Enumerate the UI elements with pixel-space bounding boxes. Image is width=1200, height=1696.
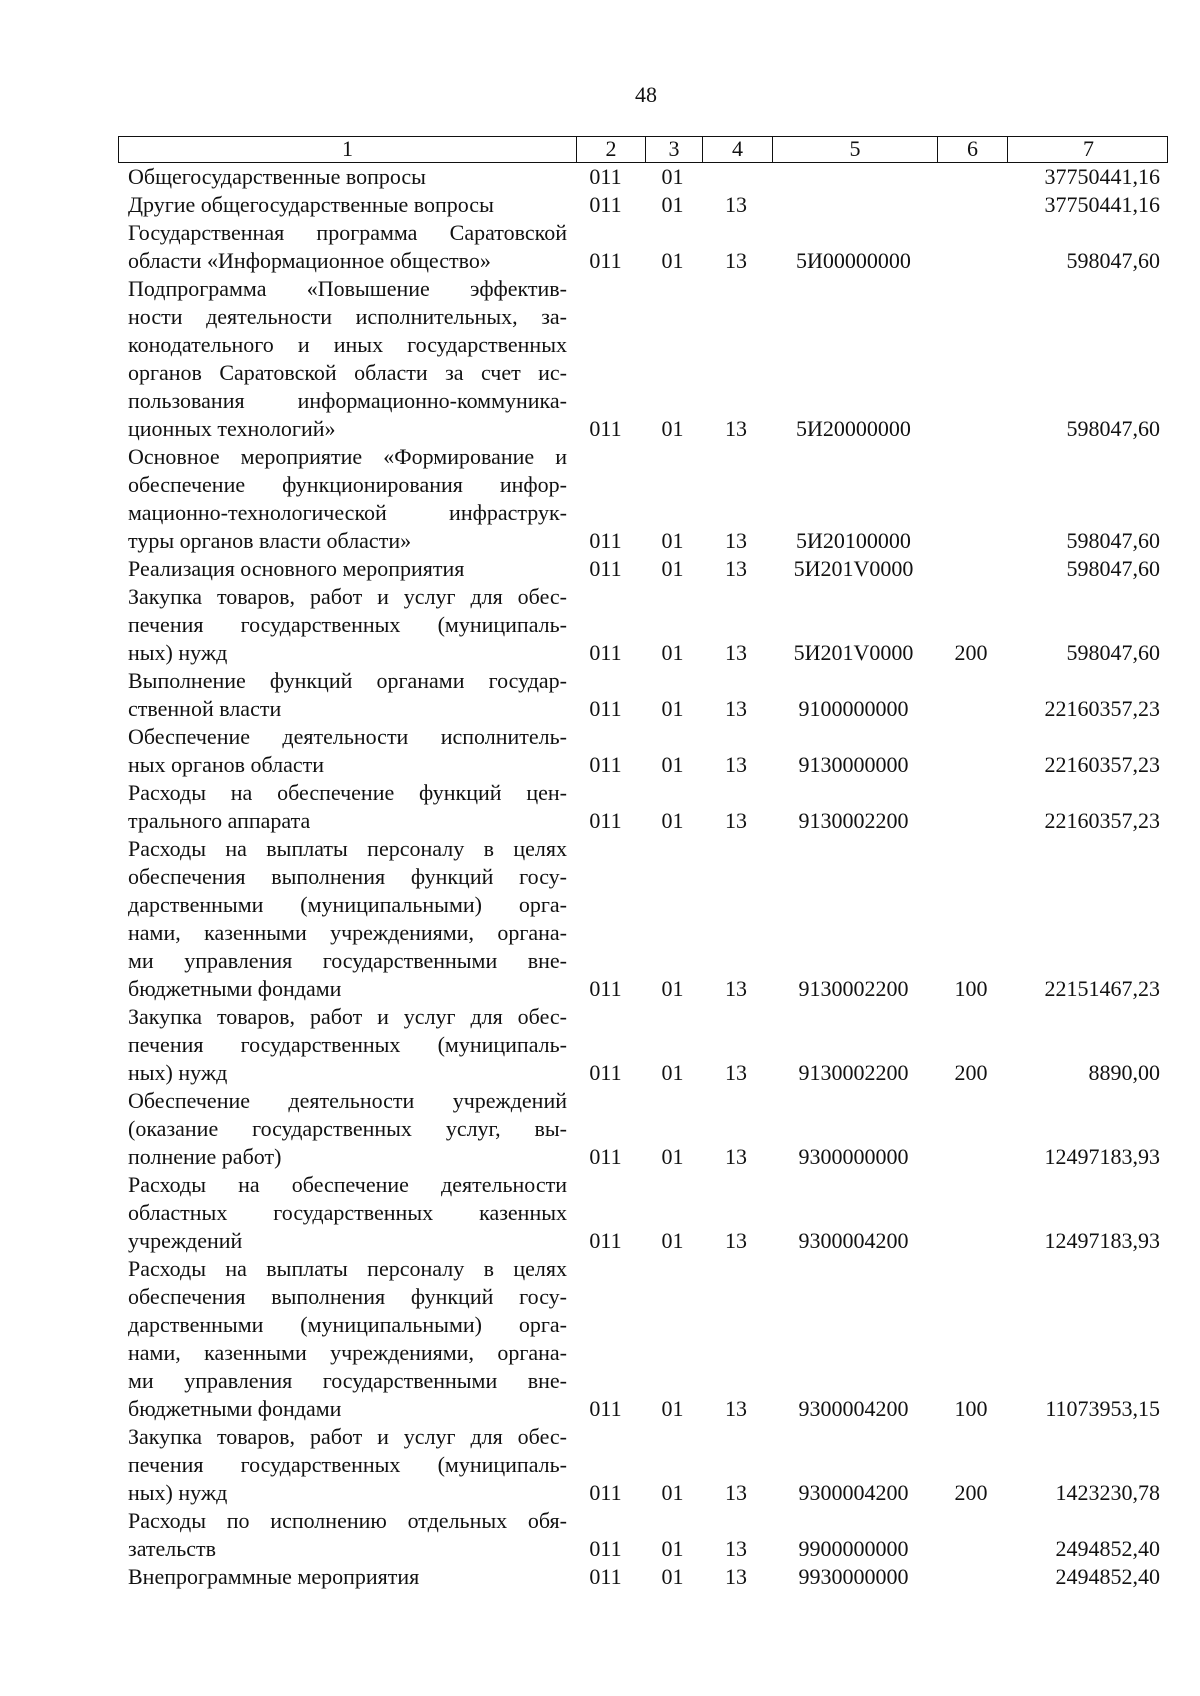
row-name-line: Основное мероприятие «Формирование и xyxy=(128,444,567,469)
row-gr-code: 011 xyxy=(589,1564,622,1589)
row-vr-code: 200 xyxy=(954,1060,988,1085)
table-row xyxy=(118,443,1168,555)
row-sum: 37750441,16 xyxy=(1044,192,1160,217)
row-gr-code: 011 xyxy=(589,1536,622,1561)
row-pr-code: 13 xyxy=(725,808,747,833)
row-csr-code: 5И201V0000 xyxy=(793,556,914,581)
row-name xyxy=(118,583,567,667)
row-pr-code: 13 xyxy=(725,1228,747,1253)
row-name-line: нами, казенными учреждениями, органа- xyxy=(128,920,567,945)
row-name-line: полнение работ) xyxy=(128,1144,282,1169)
row-csr-code: 5И00000000 xyxy=(796,248,911,273)
row-rz-code: 01 xyxy=(661,1144,684,1169)
row-name-line: Расходы на обеспечение деятельности xyxy=(128,1172,567,1197)
row-name-line: Расходы на выплаты персоналу в целях xyxy=(128,836,567,861)
row-gr-code: 011 xyxy=(589,696,622,721)
row-name xyxy=(118,835,567,1003)
row-name-line: печения государственных (муниципаль- xyxy=(128,1452,567,1477)
row-name xyxy=(118,555,567,583)
row-name-line: Общегосударственные вопросы xyxy=(128,164,426,189)
row-name-line: нами, казенными учреждениями, органа- xyxy=(128,1340,567,1365)
row-gr-code: 011 xyxy=(589,416,622,441)
row-name-line: обеспечения выполнения функций госу- xyxy=(128,864,567,889)
row-name-line: Внепрограммные мероприятия xyxy=(128,1564,420,1589)
row-gr-code: 011 xyxy=(589,192,622,217)
table-row xyxy=(118,583,1168,667)
row-name xyxy=(118,163,567,191)
row-name-line: Обеспечение деятельности учреждений xyxy=(128,1088,567,1113)
row-pr-code: 13 xyxy=(725,556,747,581)
table-row xyxy=(118,1087,1168,1171)
row-rz-code: 01 xyxy=(661,192,684,217)
column-header-3: 3 xyxy=(645,137,702,162)
row-sum: 22160357,23 xyxy=(1044,752,1160,777)
row-vr-code: 200 xyxy=(954,640,988,665)
column-header-5: 5 xyxy=(772,137,937,162)
table-row xyxy=(118,555,1168,583)
row-sum: 22160357,23 xyxy=(1044,696,1160,721)
column-header-4: 4 xyxy=(702,137,772,162)
row-rz-code: 01 xyxy=(661,1060,684,1085)
row-rz-code: 01 xyxy=(661,1396,684,1421)
row-name-line: Государственная программа Саратовской xyxy=(128,220,567,245)
row-name xyxy=(118,191,567,219)
row-name xyxy=(118,275,567,443)
row-sum: 598047,60 xyxy=(1066,416,1160,441)
row-name xyxy=(118,1423,567,1507)
column-header-1: 1 xyxy=(342,136,353,161)
row-name-line: органов Саратовской области за счет ис- xyxy=(128,360,567,385)
row-name-line: трального аппарата xyxy=(128,808,311,833)
row-vr-code: 100 xyxy=(954,976,988,1001)
row-name-line: конодательного и иных государственных xyxy=(128,332,567,357)
row-gr-code: 011 xyxy=(589,640,622,665)
row-csr-code: 9300000000 xyxy=(798,1144,909,1169)
row-name-line: Другие общегосударственные вопросы xyxy=(128,192,494,217)
column-header-6: 6 xyxy=(937,137,1007,162)
row-name-line: области «Информационное общество» xyxy=(128,248,491,273)
row-gr-code: 011 xyxy=(589,1480,622,1505)
table-row xyxy=(118,163,1168,191)
row-sum: 598047,60 xyxy=(1066,556,1160,581)
row-name xyxy=(118,667,567,723)
row-gr-code: 011 xyxy=(589,752,622,777)
row-pr-code: 13 xyxy=(725,416,747,441)
row-name-line: (оказание государственных услуг, вы- xyxy=(128,1116,567,1141)
row-name-line: областных государственных казенных xyxy=(128,1200,567,1225)
row-name-line: Закупка товаров, работ и услуг для обес- xyxy=(128,1004,567,1029)
row-name-line: ности деятельности исполнительных, за- xyxy=(128,304,567,329)
table-row xyxy=(118,1255,1168,1423)
row-name-line: Закупка товаров, работ и услуг для обес- xyxy=(128,584,567,609)
row-gr-code: 011 xyxy=(589,808,622,833)
row-name-line: зательств xyxy=(128,1536,217,1561)
row-name-line: Обеспечение деятельности исполнитель- xyxy=(128,724,567,749)
row-csr-code: 9100000000 xyxy=(798,696,909,721)
row-sum: 2494852,40 xyxy=(1055,1536,1160,1561)
row-name-line: обеспечение функционирования инфор- xyxy=(128,472,567,497)
row-csr-code: 9300004200 xyxy=(798,1228,909,1253)
row-pr-code: 13 xyxy=(725,696,747,721)
row-sum: 2494852,40 xyxy=(1055,1564,1160,1589)
row-pr-code: 13 xyxy=(725,976,747,1001)
row-name xyxy=(118,1563,567,1591)
row-name-line: печения государственных (муниципаль- xyxy=(128,612,567,637)
row-rz-code: 01 xyxy=(661,1480,684,1505)
row-name xyxy=(118,1255,567,1423)
row-pr-code: 13 xyxy=(725,640,747,665)
row-name xyxy=(118,1003,567,1087)
row-name-line: ми управления государственными вне- xyxy=(128,1368,567,1393)
row-sum: 598047,60 xyxy=(1066,248,1160,273)
row-pr-code: 13 xyxy=(725,1480,747,1505)
row-csr-code: 9300004200 xyxy=(798,1480,909,1505)
row-name-line: ми управления государственными вне- xyxy=(128,948,567,973)
row-pr-code: 13 xyxy=(725,752,747,777)
row-gr-code: 011 xyxy=(589,1228,622,1253)
row-sum: 1423230,78 xyxy=(1055,1480,1160,1505)
table-row xyxy=(118,667,1168,723)
row-csr-code: 9300004200 xyxy=(798,1396,909,1421)
row-gr-code: 011 xyxy=(589,976,622,1001)
table-row xyxy=(118,275,1168,443)
table-header-row xyxy=(118,136,1168,163)
row-rz-code: 01 xyxy=(661,752,684,777)
row-rz-code: 01 xyxy=(661,164,684,189)
table-row xyxy=(118,219,1168,275)
table-row xyxy=(118,723,1168,779)
row-gr-code: 011 xyxy=(589,1060,622,1085)
row-name-line: Расходы на выплаты персоналу в целях xyxy=(128,1256,567,1281)
row-name-line: Подпрограмма «Повышение эффектив- xyxy=(128,276,567,301)
row-csr-code: 9930000000 xyxy=(798,1564,909,1589)
table-row xyxy=(118,1507,1168,1563)
row-sum: 22151467,23 xyxy=(1044,976,1160,1001)
row-gr-code: 011 xyxy=(589,1144,622,1169)
row-name-line: Выполнение функций органами государ- xyxy=(128,668,567,693)
row-name-line: Расходы по исполнению отдельных обя- xyxy=(128,1508,567,1533)
row-name-line: Реализация основного мероприятия xyxy=(128,556,465,581)
row-name-line: туры органов власти области» xyxy=(128,528,412,553)
row-name-line: ных органов области xyxy=(128,752,325,777)
row-name-line: ственной власти xyxy=(128,696,282,721)
row-pr-code: 13 xyxy=(725,248,747,273)
table-row xyxy=(118,191,1168,219)
row-rz-code: 01 xyxy=(661,808,684,833)
row-name-line: ных) нужд xyxy=(128,640,228,665)
row-pr-code: 13 xyxy=(725,528,747,553)
row-gr-code: 011 xyxy=(589,528,622,553)
row-rz-code: 01 xyxy=(661,1228,684,1253)
budget-table xyxy=(118,136,1168,1591)
row-csr-code: 9130000000 xyxy=(798,752,909,777)
row-gr-code: 011 xyxy=(589,248,622,273)
row-pr-code: 13 xyxy=(725,1396,747,1421)
row-sum: 598047,60 xyxy=(1066,640,1160,665)
row-name-line: ционных технологий» xyxy=(128,416,336,441)
row-rz-code: 01 xyxy=(661,556,684,581)
row-gr-code: 011 xyxy=(589,556,622,581)
row-pr-code: 13 xyxy=(725,1564,747,1589)
row-name-line: печения государственных (муниципаль- xyxy=(128,1032,567,1057)
row-csr-code: 9130002200 xyxy=(798,1060,909,1085)
table-body xyxy=(118,163,1168,1591)
table-row xyxy=(118,1003,1168,1087)
row-name xyxy=(118,1087,567,1171)
row-name-line: бюджетными фондами xyxy=(128,1396,342,1421)
page-number: 48 xyxy=(635,82,657,107)
row-rz-code: 01 xyxy=(661,640,684,665)
row-pr-code: 13 xyxy=(725,192,747,217)
row-name xyxy=(118,443,567,555)
row-gr-code: 011 xyxy=(589,1396,622,1421)
row-csr-code: 5И20100000 xyxy=(796,528,911,553)
row-name-line: дарственными (муниципальными) орга- xyxy=(128,1312,567,1337)
row-pr-code: 13 xyxy=(725,1144,747,1169)
row-sum: 12497183,93 xyxy=(1044,1144,1160,1169)
row-rz-code: 01 xyxy=(661,696,684,721)
row-csr-code: 9130002200 xyxy=(798,808,909,833)
row-rz-code: 01 xyxy=(661,528,684,553)
row-sum: 22160357,23 xyxy=(1044,808,1160,833)
row-pr-code: 13 xyxy=(725,1060,747,1085)
row-name xyxy=(118,779,567,835)
table-row xyxy=(118,779,1168,835)
row-sum: 8890,00 xyxy=(1088,1060,1160,1085)
row-rz-code: 01 xyxy=(661,976,684,1001)
row-name-line: ных) нужд xyxy=(128,1480,228,1505)
row-gr-code: 011 xyxy=(589,164,622,189)
row-name-line: дарственными (муниципальными) орга- xyxy=(128,892,567,917)
row-csr-code: 9900000000 xyxy=(798,1536,909,1561)
row-rz-code: 01 xyxy=(661,1564,684,1589)
table-row xyxy=(118,1563,1168,1591)
row-name xyxy=(118,723,567,779)
row-name xyxy=(118,1507,567,1563)
row-vr-code: 200 xyxy=(954,1480,988,1505)
row-sum: 12497183,93 xyxy=(1044,1228,1160,1253)
row-name-line: ных) нужд xyxy=(128,1060,228,1085)
row-name xyxy=(118,219,567,275)
row-rz-code: 01 xyxy=(661,1536,684,1561)
column-header-7: 7 xyxy=(1007,137,1169,162)
column-header-2: 2 xyxy=(576,137,645,162)
table-row xyxy=(118,835,1168,1003)
row-csr-code: 5И20000000 xyxy=(796,416,911,441)
row-name-line: мационно-технологической инфраструк- xyxy=(128,500,567,525)
row-name xyxy=(118,1171,567,1255)
row-rz-code: 01 xyxy=(661,416,684,441)
table-row xyxy=(118,1423,1168,1507)
row-rz-code: 01 xyxy=(661,248,684,273)
row-name-line: бюджетными фондами xyxy=(128,976,342,1001)
row-csr-code: 5И201V0000 xyxy=(793,640,914,665)
row-sum: 37750441,16 xyxy=(1044,164,1160,189)
row-name-line: обеспечения выполнения функций госу- xyxy=(128,1284,567,1309)
row-name-line: учреждений xyxy=(128,1228,243,1253)
row-pr-code: 13 xyxy=(725,1536,747,1561)
row-sum: 598047,60 xyxy=(1066,528,1160,553)
row-name-line: Закупка товаров, работ и услуг для обес- xyxy=(128,1424,567,1449)
row-csr-code: 9130002200 xyxy=(798,976,909,1001)
table-row xyxy=(118,1171,1168,1255)
row-name-line: пользования информационно-коммуника- xyxy=(128,388,567,413)
row-sum: 11073953,15 xyxy=(1045,1396,1160,1421)
row-name-line: Расходы на обеспечение функций цен- xyxy=(128,780,567,805)
row-vr-code: 100 xyxy=(954,1396,988,1421)
